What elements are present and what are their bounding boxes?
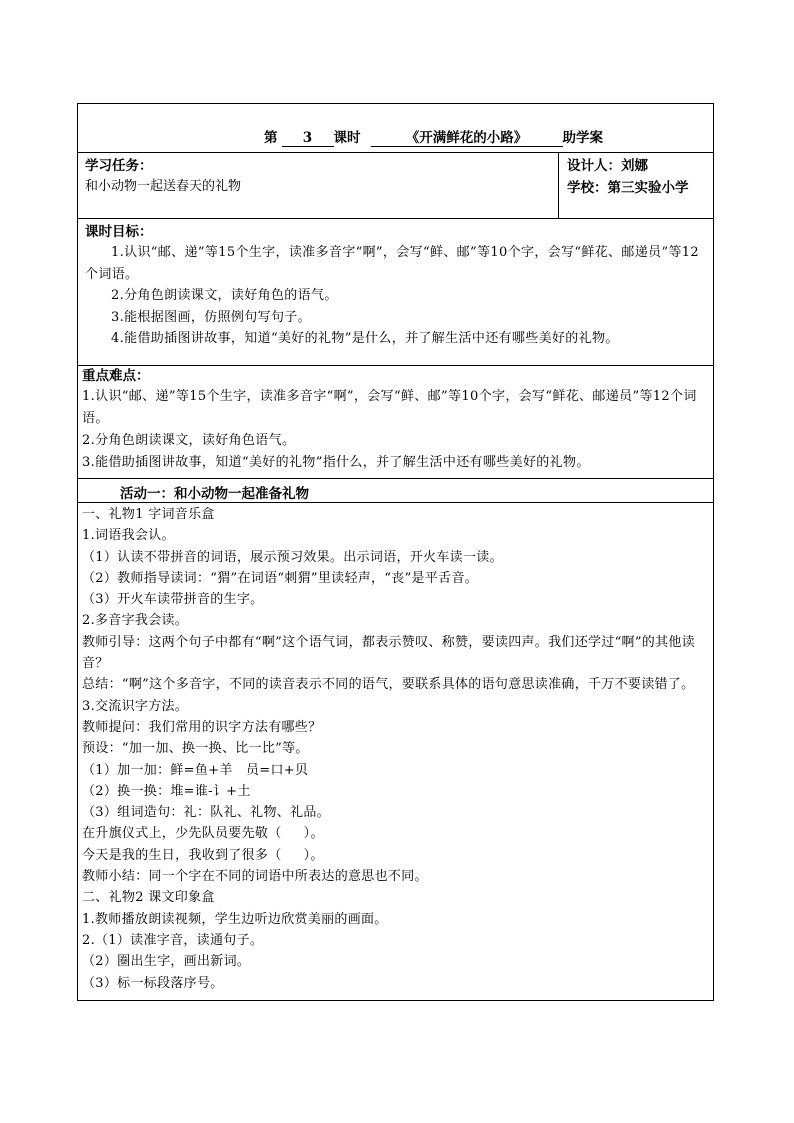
body-line: （2）圈出生字，画出新词。 — [82, 954, 251, 970]
body-line: （2）换一换：堆=谁-讠+土 — [82, 783, 251, 799]
goal-item: 2.分角色朗读课文，读好角色的语气。 — [111, 288, 338, 303]
key-point-item: 2.分角色朗读课文，读好角色语气。 — [82, 433, 296, 448]
designer-name: 设计人：刘娜 — [567, 158, 648, 174]
school-name: 学校：第三实验小学 — [567, 180, 689, 196]
body-line: 在升旗仪式上，少先队员要先敬（ ）。 — [82, 826, 324, 842]
body-line: 总结：“啊”这个多音字，不同的读音表示不同的语气，要联系具体的语句意思读准确，千万不要读错了。 — [82, 677, 695, 693]
key-points-label: 重点难点： — [82, 368, 150, 384]
body-line: 今天是我的生日，我收到了很多（ ）。 — [82, 847, 324, 863]
body-line: （1）认读不带拼音的词语，展示预习效果。出示词语，开火车读一读。 — [82, 549, 503, 565]
goals-row — [78, 219, 713, 366]
lesson-plan-table — [77, 103, 714, 1001]
body-line: 2.多音字我会读。 — [82, 613, 189, 629]
goal-item: 4.能借助插图讲故事，知道“美好的礼物”是什么，并了解生活中还有哪些美好的礼物。 — [111, 331, 619, 346]
page-title — [264, 126, 603, 147]
body-line: （3）标一标段落序号。 — [82, 975, 224, 991]
body-line: （2）教师指导读词：“猬”在词语“刺猬”里读轻声，“丧”是平舌音。 — [82, 570, 479, 586]
key-points-row — [78, 366, 713, 479]
goal-item: 3.能根据图画，仿照例句写句子。 — [111, 309, 312, 325]
body-line: （3）组词造句：礼：队礼、礼物、礼品。 — [82, 805, 330, 821]
body-line: 1.词语我会认。 — [82, 528, 175, 544]
key-point-item: 1.认识“邮、递”等15个生字，读准多音字“啊”，会写“鲜、邮”等10个字，会写“鲜花、邮递员”等12个词语。 — [82, 389, 697, 426]
goal-item: 1.认识“邮、递”等15个生字，读准多音字“啊”，会写“鲜、邮”等10个字，会写“鲜花、邮递员”等12个词语。 — [85, 245, 700, 282]
body-line: 教师引导：这两个句子中都有“啊”这个语气词，都表示赞叹、称赞，要读四声。我们还学过“啊”的其他读音？ — [82, 634, 695, 672]
body-line: 2.（1）读准字音，读通句子。 — [82, 932, 264, 948]
task-row — [78, 153, 713, 219]
title-prefix: 第 — [264, 130, 278, 146]
activity-body — [78, 503, 713, 1000]
title-suffix: 助学案 — [562, 130, 603, 146]
body-line: 预设：“加一加、换一换、比一比”等。 — [82, 741, 309, 757]
activity-title: 活动一：和小动物一起准备礼物 — [120, 486, 309, 502]
body-line: （1）加一加：鲜=鱼+羊 员=口+贝 — [82, 762, 309, 778]
activity-row — [78, 479, 713, 503]
body-line: （3）开火车读带拼音的生字。 — [82, 592, 264, 608]
body-line: 教师小结：同一个字在不同的词语中所表达的意思也不同。 — [82, 869, 428, 885]
task-label: 学习任务： — [85, 158, 153, 174]
body-line: 1.教师播放朗读视频，学生边听边欣赏美丽的画面。 — [82, 911, 388, 927]
goals-label: 课时目标： — [85, 224, 153, 240]
title-row — [78, 104, 713, 153]
body-line: 一、礼物1 字词音乐盒 — [82, 507, 215, 522]
lesson-title: 《开满鲜花的小路》 — [371, 131, 563, 147]
lesson-unit: 课时 — [333, 130, 361, 146]
key-point-item: 3.能借助插图讲故事，知道“美好的礼物”指什么，并了解生活中还有哪些美好的礼物。 — [82, 455, 590, 470]
task-text: 和小动物一起送春天的礼物 — [85, 179, 242, 194]
body-line: 3.交流识字方法。 — [82, 698, 189, 714]
task-cell — [78, 153, 559, 218]
body-line: 教师提问：我们常用的识字方法有哪些？ — [82, 719, 322, 735]
body-line: 二、礼物2 课文印象盒 — [82, 890, 215, 906]
lesson-number: 3 — [282, 131, 334, 147]
designer-cell — [559, 153, 713, 218]
